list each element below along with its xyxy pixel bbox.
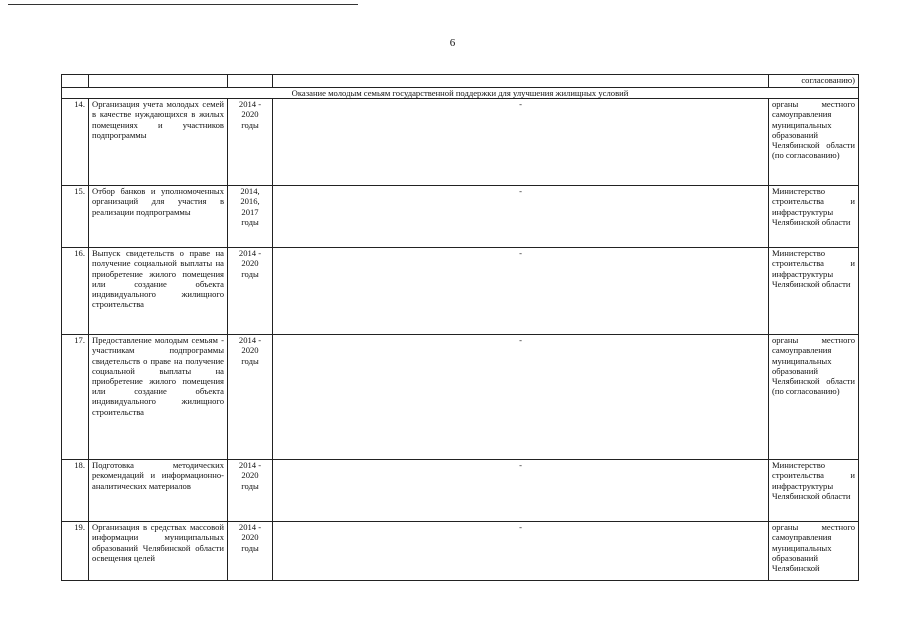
- responsible-cell: [769, 522, 859, 581]
- period-cell: [228, 460, 273, 522]
- responsible-cell: [769, 248, 859, 335]
- responsible-cell-text: Министерство строительства и инфраструктуры Челябинской области: [772, 186, 855, 227]
- responsible-cell-text: органы местного самоуправления муниципальных образований Челябинской: [772, 522, 855, 574]
- responsible-cell: [769, 460, 859, 522]
- responsible-cell-text: Министерство строительства и инфраструктуры Челябинской области: [772, 460, 855, 501]
- result-cell-text: -: [519, 335, 522, 346]
- result-cell-text: -: [519, 99, 522, 110]
- responsible-cell-text: органы местного самоуправления муниципальных образований Челябинской области (по согласованию): [772, 335, 855, 397]
- result-cell: [273, 335, 769, 460]
- responsible-cell-text: органы местного самоуправления муниципальных образований Челябинской области (по согласованию): [772, 99, 855, 161]
- result-cell: [273, 248, 769, 335]
- period-cell: [228, 75, 273, 88]
- row-number-cell-text: 15.: [74, 186, 85, 197]
- row-number-cell-text: 17.: [74, 335, 85, 346]
- result-cell-text: -: [519, 522, 522, 533]
- row-number-cell: [62, 522, 89, 581]
- table-row: [62, 522, 859, 581]
- responsible-cell: [769, 99, 859, 186]
- table-body: [62, 75, 859, 581]
- table-row-continuation: [62, 75, 859, 88]
- section-title: Оказание молодым семьям государственной поддержки для улучшения жилищных условий: [62, 88, 859, 99]
- task-cell-text: Выпуск свидетельств о праве на получение социальной выплаты на приобретение жилого помещения или создание объекта индивидуального жилищного строительства: [92, 248, 224, 310]
- responsible-cell: согласованию): [769, 75, 859, 88]
- task-cell-text: Подготовка методических рекомендаций и информационно-аналитических материалов: [92, 460, 224, 491]
- task-cell: [89, 335, 228, 460]
- period-cell: [228, 522, 273, 581]
- row-number-cell: [62, 75, 89, 88]
- task-cell-text: Отбор банков и уполномоченных организаций для участия в реализации подпрограммы: [92, 186, 224, 217]
- period-cell-text: 2014 - 2020 годы: [238, 248, 262, 279]
- period-cell-text: 2014 - 2020 годы: [238, 460, 262, 491]
- responsible-cell: [769, 186, 859, 248]
- task-cell: [89, 460, 228, 522]
- header-rule: [8, 4, 358, 5]
- row-number-cell-text: 18.: [74, 460, 85, 471]
- task-cell: [89, 248, 228, 335]
- task-cell-text: Предоставление молодым семьям - участникам подпрограммы свидетельств о праве на получение социальной выплаты на приобретение жилого помещения или создание объекта индивидуального жилищного строительства: [92, 335, 224, 417]
- row-number-cell: [62, 99, 89, 186]
- result-cell: [273, 99, 769, 186]
- period-cell-text: 2014 - 2020 годы: [238, 522, 262, 553]
- responsible-cell: [769, 335, 859, 460]
- result-cell: [273, 522, 769, 581]
- task-cell: [89, 99, 228, 186]
- period-cell: [228, 99, 273, 186]
- table-row: [62, 248, 859, 335]
- period-cell: [228, 335, 273, 460]
- result-cell-text: -: [519, 460, 522, 471]
- result-cell: [273, 460, 769, 522]
- task-cell-text: Организация в средствах массовой информации муниципальных образований Челябинской области освещения целей: [92, 522, 224, 563]
- task-cell: [89, 186, 228, 248]
- measures-table: [61, 74, 859, 581]
- row-number-cell-text: 19.: [74, 522, 85, 533]
- period-cell-text: 2014 - 2020 годы: [238, 335, 262, 366]
- result-cell: [273, 186, 769, 248]
- row-number-cell-text: 14.: [74, 99, 85, 110]
- result-cell-text: -: [519, 248, 522, 259]
- row-number-cell-text: 16.: [74, 248, 85, 259]
- period-cell: [228, 248, 273, 335]
- responsible-cell-text: Министерство строительства и инфраструктуры Челябинской области: [772, 248, 855, 289]
- row-number-cell: [62, 335, 89, 460]
- table-row: [62, 460, 859, 522]
- result-cell-text: -: [519, 186, 522, 197]
- row-number-cell: [62, 248, 89, 335]
- row-number-cell: [62, 460, 89, 522]
- table-row: [62, 186, 859, 248]
- task-cell-text: Организация учета молодых семей в качестве нуждающихся в жилых помещениях и участников подпрограммы: [92, 99, 224, 140]
- section-header-row: [62, 88, 859, 99]
- task-cell: [89, 522, 228, 581]
- table-row: [62, 99, 859, 186]
- page-number: 6: [449, 37, 456, 49]
- period-cell: [228, 186, 273, 248]
- row-number-cell: [62, 186, 89, 248]
- result-cell: [273, 75, 769, 88]
- period-cell-text: 2014 - 2020 годы: [238, 99, 262, 130]
- task-cell: [89, 75, 228, 88]
- table-row: [62, 335, 859, 460]
- period-cell-text: 2014, 2016, 2017 годы: [240, 186, 260, 227]
